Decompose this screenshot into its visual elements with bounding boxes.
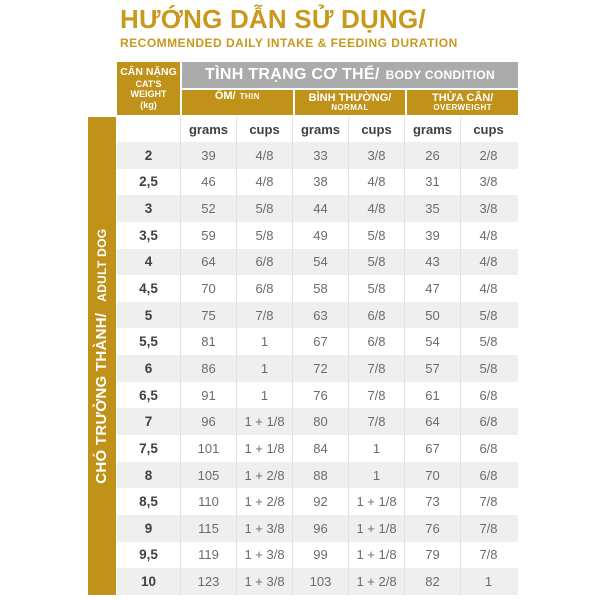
value-cell: 2/8 [460,142,516,169]
value-cell: 76 [292,382,348,409]
sidebar-label-en: ADULT DOG [95,228,109,302]
value-cell: 96 [292,515,348,542]
page-subtitle: RECOMMENDED DAILY INTAKE & FEEDING DURATION [120,36,458,51]
weight-cell: 6 [144,360,153,376]
table-row [117,382,518,409]
value-cell: 80 [292,408,348,435]
value-cell: 31 [404,169,460,196]
weight-cell: 8,5 [139,494,158,510]
value-cell: 105 [180,462,236,489]
value-cell: 49 [292,222,348,249]
table-row [117,515,518,542]
body-condition-header-vi: TÌNH TRẠNG CƠ THỂ/ [205,66,380,83]
condition-thin-vi: ỐM/ [214,90,236,102]
value-cell: 5/8 [236,195,292,222]
value-cell: 39 [180,142,236,169]
value-cell: 64 [180,249,236,276]
weight-header-en2: WEIGHT [130,89,167,100]
weight-header-en1: CAT'S [135,78,162,89]
unit-label-grams-thin: grams [180,117,236,142]
value-cell: 6/8 [236,249,292,276]
condition-normal-vi: BÌNH THƯỜNG/ [308,92,392,105]
value-cell: 1 + 2/8 [348,568,404,595]
value-cell: 7/8 [236,302,292,329]
value-cell: 70 [404,462,460,489]
unit-label-grams-overweight: grams [404,117,460,142]
weight-header-unit: (kg) [140,99,157,110]
value-cell: 5/8 [460,302,516,329]
value-cell: 7/8 [460,515,516,542]
value-cell: 1 + 2/8 [236,462,292,489]
weight-cell: 3,5 [139,227,158,243]
value-cell: 119 [180,542,236,569]
value-cell: 4/8 [348,195,404,222]
value-cell: 47 [404,275,460,302]
value-cell: 54 [404,328,460,355]
value-cell: 88 [292,462,348,489]
page-title: HƯỚNG DẪN SỬ DỤNG/ [120,4,426,34]
value-cell: 26 [404,142,460,169]
value-cell: 5/8 [460,355,516,382]
weight-cell: 10 [140,574,157,590]
value-cell: 33 [292,142,348,169]
weight-header-cell [117,62,180,115]
unit-label-cups-overweight: cups [460,117,516,142]
value-cell: 81 [180,328,236,355]
value-cell: 1 + 1/8 [348,515,404,542]
value-cell: 4/8 [348,169,404,196]
value-cell: 76 [404,515,460,542]
value-cell: 101 [180,435,236,462]
value-cell: 4/8 [236,169,292,196]
value-cell: 6/8 [460,408,516,435]
condition-cells [182,90,518,115]
table-row [117,169,518,196]
table-row [117,568,518,595]
table-row [117,328,518,355]
value-cell: 4/8 [236,142,292,169]
table-row [117,302,518,329]
value-cell: 1 + 2/8 [236,488,292,515]
weight-header-vi: CÂN NẶNG [120,66,177,79]
table-row [117,195,518,222]
value-cell: 6/8 [460,382,516,409]
value-cell: 1 + 3/8 [236,542,292,569]
value-cell: 6/8 [460,462,516,489]
value-cell: 7/8 [460,488,516,515]
unit-label-cups-normal: cups [348,117,404,142]
value-cell: 59 [180,222,236,249]
value-cell: 7/8 [460,542,516,569]
unit-label-cups-thin: cups [236,117,292,142]
value-cell: 99 [292,542,348,569]
value-cell: 6/8 [348,328,404,355]
condition-cell-overweight [407,90,518,115]
table-row [117,488,518,515]
value-cell: 91 [180,382,236,409]
value-cell: 39 [404,222,460,249]
value-cell: 1 [348,435,404,462]
body-condition-header-en: BODY CONDITION [385,68,495,82]
weight-cell: 2,5 [139,174,158,190]
value-cell: 7/8 [348,355,404,382]
weight-cell: 7 [144,414,153,430]
table-row [117,275,518,302]
value-cell: 103 [292,568,348,595]
value-cell: 82 [404,568,460,595]
value-cell: 73 [404,488,460,515]
value-cell: 5/8 [460,328,516,355]
value-cell: 70 [180,275,236,302]
value-cell: 3/8 [460,195,516,222]
weight-cell: 7,5 [139,440,158,456]
body-condition-header [182,62,518,88]
table-row [117,142,518,169]
value-cell: 79 [404,542,460,569]
condition-overweight-en: OVERWEIGHT [433,103,492,113]
value-cell: 44 [292,195,348,222]
value-cell: 64 [404,408,460,435]
value-cell: 3/8 [348,142,404,169]
value-cell: 7/8 [348,382,404,409]
value-cell: 5/8 [348,249,404,276]
unit-label-grams-normal: grams [292,117,348,142]
value-cell: 50 [404,302,460,329]
value-cell: 7/8 [348,408,404,435]
condition-cell-normal [295,90,406,115]
condition-thin-en: THIN [239,92,260,101]
weight-cell: 8 [144,467,153,483]
table-body [117,142,518,595]
value-cell: 1 + 1/8 [348,488,404,515]
value-cell: 92 [292,488,348,515]
title-block [120,6,458,50]
value-cell: 115 [180,515,236,542]
value-cell: 67 [292,328,348,355]
value-cell: 84 [292,435,348,462]
value-cell: 43 [404,249,460,276]
value-cell: 46 [180,169,236,196]
value-cell: 123 [180,568,236,595]
weight-cell: 4,5 [139,281,158,297]
table-row [117,222,518,249]
table-row [117,542,518,569]
weight-cell: 5,5 [139,334,158,350]
weight-cell: 2 [144,147,153,163]
value-cell: 5/8 [236,222,292,249]
value-cell: 5/8 [348,275,404,302]
condition-cell-thin [182,90,293,115]
weight-cell: 5 [144,307,153,323]
value-cell: 86 [180,355,236,382]
value-cell: 54 [292,249,348,276]
table-row [117,435,518,462]
weight-cell: 3 [144,201,153,217]
value-cell: 96 [180,408,236,435]
table-row [117,408,518,435]
value-cell: 57 [404,355,460,382]
value-cell: 58 [292,275,348,302]
value-cell: 4/8 [460,249,516,276]
weight-cell: 6,5 [139,387,158,403]
value-cell: 35 [404,195,460,222]
value-cell: 1 [236,382,292,409]
condition-overweight-vi: THỪA CÂN/ [432,92,494,105]
table-row [117,355,518,382]
units-row-spacer [117,117,180,142]
table-row [117,462,518,489]
table-row [117,249,518,276]
value-cell: 1 + 1/8 [236,408,292,435]
value-cell: 1 + 1/8 [348,542,404,569]
condition-normal-en: NORMAL [331,103,369,113]
value-cell: 61 [404,382,460,409]
value-cell: 6/8 [236,275,292,302]
value-cell: 4/8 [460,275,516,302]
value-cell: 110 [180,488,236,515]
value-cell: 72 [292,355,348,382]
weight-cell: 4 [144,254,153,270]
value-cell: 1 [236,328,292,355]
sidebar-label-vi: CHÓ TRƯỞNG THÀNH/ [93,312,110,484]
value-cell: 52 [180,195,236,222]
value-cell: 4/8 [460,222,516,249]
value-cell: 1 + 1/8 [236,435,292,462]
value-cell: 1 + 3/8 [236,568,292,595]
sidebar-label [93,229,111,484]
value-cell: 5/8 [348,222,404,249]
value-cell: 63 [292,302,348,329]
units-row [117,117,518,142]
value-cell: 1 [460,568,516,595]
value-cell: 1 [348,462,404,489]
value-cell: 6/8 [460,435,516,462]
adult-dog-sidebar [88,117,116,595]
value-cell: 6/8 [348,302,404,329]
value-cell: 3/8 [460,169,516,196]
value-cell: 67 [404,435,460,462]
value-cell: 1 [236,355,292,382]
value-cell: 1 + 3/8 [236,515,292,542]
weight-cell: 9 [144,520,153,536]
value-cell: 38 [292,169,348,196]
weight-cell: 9,5 [139,547,158,563]
value-cell: 75 [180,302,236,329]
